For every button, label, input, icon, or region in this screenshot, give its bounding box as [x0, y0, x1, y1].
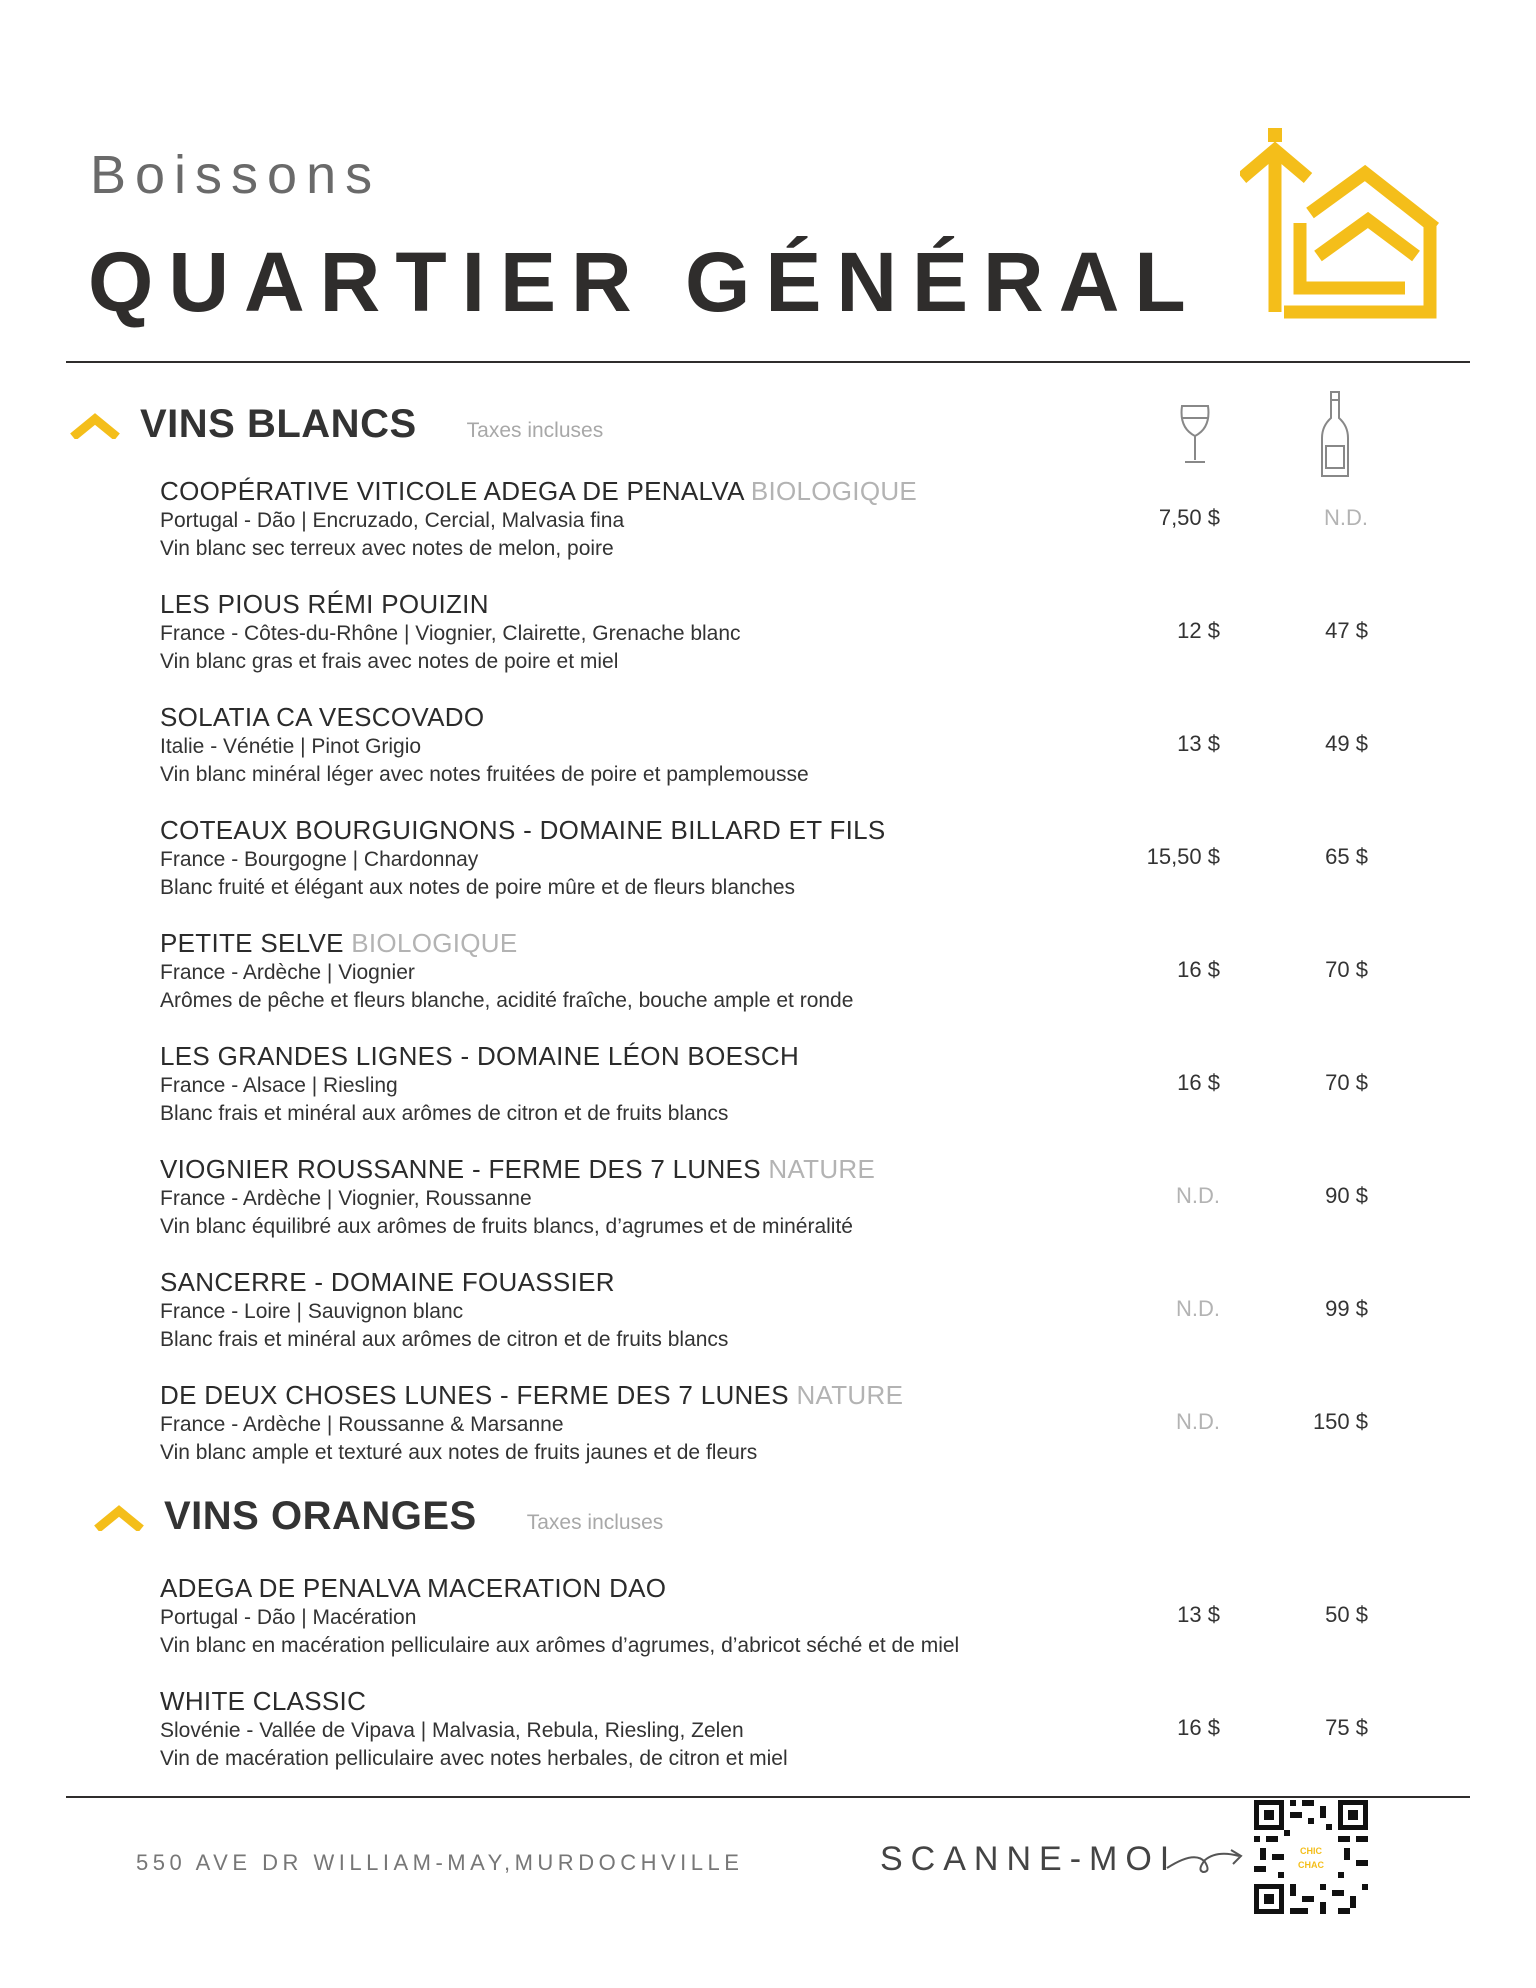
- wine-name-line: [160, 1379, 1220, 1411]
- bottle-price: 150 $: [1312, 1409, 1368, 1434]
- wine-name-line: [160, 1266, 1220, 1298]
- wine-description: Blanc frais et minéral aux arômes de citron et de fruits blancs: [160, 1102, 729, 1125]
- wine-origin: Portugal - Dão | Encruzado, Cercial, Malvasia fina: [160, 509, 625, 532]
- wine-name-line: [160, 1040, 1220, 1072]
- wine-name: PETITE SELVE: [160, 928, 344, 958]
- bottle-price: 49 $: [1325, 731, 1368, 756]
- bottle-price: 70 $: [1325, 957, 1368, 982]
- glass-price: 15,50 $: [1146, 844, 1220, 869]
- qr-code-icon[interactable]: [1254, 1800, 1368, 1914]
- bottle-price: 99 $: [1325, 1296, 1368, 1321]
- bottle-price: 65 $: [1325, 844, 1368, 869]
- wine-glass-icon: [1178, 404, 1212, 466]
- wine-description: Arômes de pêche et fleurs blanche, acidité fraîche, bouche ample et ronde: [160, 989, 854, 1012]
- list-item: [160, 927, 1220, 1015]
- wine-tag: BIOLOGIQUE: [750, 476, 918, 506]
- glass-price: N.D.: [1176, 1409, 1220, 1434]
- wine-name: LES PIOUS RÉMI POUIZIN: [160, 589, 489, 619]
- wine-origin: France - Ardèche | Viognier: [160, 961, 415, 984]
- bottle-price: N.D.: [1324, 505, 1368, 530]
- wine-name: WHITE CLASSIC: [160, 1686, 367, 1716]
- glass-price: 13 $: [1177, 731, 1220, 756]
- list-item: [160, 701, 1220, 789]
- wine-description: Blanc fruité et élégant aux notes de poire mûre et de fleurs blanches: [160, 876, 796, 899]
- list-item: [160, 1266, 1220, 1354]
- wine-origin: France - Côtes-du-Rhône | Viognier, Clairette, Grenache blanc: [160, 622, 741, 645]
- wine-description: Vin blanc sec terreux avec notes de melon, poire: [160, 537, 614, 560]
- wine-name-line: [160, 701, 1220, 733]
- arrow-icon: [1165, 1842, 1245, 1882]
- wine-origin: Portugal - Dão | Macération: [160, 1606, 417, 1629]
- wine-name: LES GRANDES LIGNES - DOMAINE LÉON BOESCH: [160, 1041, 800, 1071]
- list-item: [160, 1379, 1220, 1467]
- wine-description: Vin blanc ample et texturé aux notes de fruits jaunes et de fleurs: [160, 1441, 758, 1464]
- wine-bottle-icon: [1320, 390, 1350, 478]
- tax-note: Taxes incluses: [466, 419, 604, 442]
- wine-origin: Slovénie - Vallée de Vipava | Malvasia, Rebula, Riesling, Zelen: [160, 1719, 744, 1742]
- wine-origin: France - Alsace | Riesling: [160, 1074, 398, 1097]
- scan-label: SCANNE-MOI: [880, 1840, 1178, 1878]
- wine-origin: France - Bourgogne | Chardonnay: [160, 848, 479, 871]
- glass-price: 13 $: [1177, 1602, 1220, 1627]
- wine-name: COTEAUX BOURGUIGNONS - DOMAINE BILLARD ET FILS: [160, 815, 886, 845]
- wine-name: SANCERRE - DOMAINE FOUASSIER: [160, 1267, 615, 1297]
- glass-price: 7,50 $: [1158, 505, 1220, 530]
- list-item: [160, 1153, 1220, 1241]
- bottle-price: 75 $: [1325, 1715, 1368, 1740]
- wine-name-line: [160, 1685, 1220, 1717]
- wine-name-line: [160, 1572, 1220, 1604]
- section-title: VINS BLANCS: [140, 402, 417, 446]
- bottle-price: 90 $: [1325, 1183, 1368, 1208]
- wine-description: Vin de macération pelliculaire avec notes herbales, de citron et miel: [160, 1747, 788, 1770]
- svg-text:CHAC: CHAC: [1298, 1860, 1324, 1870]
- section-header-vins-oranges: [94, 1494, 663, 1539]
- footer-divider: [66, 1796, 1470, 1798]
- glass-price: 16 $: [1177, 957, 1220, 982]
- wine-name: ADEGA DE PENALVA MACERATION DAO: [160, 1573, 667, 1603]
- wine-name: VIOGNIER ROUSSANNE - FERME DES 7 LUNES: [160, 1154, 761, 1184]
- svg-text:CHIC: CHIC: [1300, 1846, 1322, 1856]
- wine-description: Vin blanc équilibré aux arômes de fruits blancs, d’agrumes et de minéralité: [160, 1215, 853, 1238]
- tax-note: Taxes incluses: [526, 1511, 664, 1534]
- house-cross-logo: [1240, 128, 1440, 323]
- section-title: VINS ORANGES: [164, 1494, 477, 1538]
- wine-description: Blanc frais et minéral aux arômes de citron et de fruits blancs: [160, 1328, 729, 1351]
- glass-price: 16 $: [1177, 1715, 1220, 1740]
- wine-name: SOLATIA CA VESCOVADO: [160, 702, 485, 732]
- wine-tag: NATURE: [768, 1154, 876, 1184]
- header-divider: [66, 361, 1470, 363]
- wine-name-line: [160, 588, 1220, 620]
- restaurant-title: QUARTIER GÉNÉRAL: [88, 235, 1201, 329]
- list-item: [160, 1040, 1220, 1128]
- wine-description: Vin blanc en macération pelliculaire aux arômes d’agrumes, d’abricot séché et de miel: [160, 1634, 960, 1657]
- wine-description: Vin blanc minéral léger avec notes fruitées de poire et pamplemousse: [160, 763, 809, 786]
- bottle-price: 47 $: [1325, 618, 1368, 643]
- wine-origin: France - Ardèche | Viognier, Roussanne: [160, 1187, 532, 1210]
- glass-price: 12 $: [1177, 618, 1220, 643]
- wine-description: Vin blanc gras et frais avec notes de poire et miel: [160, 650, 619, 673]
- wine-name: DE DEUX CHOSES LUNES - FERME DES 7 LUNES: [160, 1380, 789, 1410]
- chevron-up-icon: [70, 413, 120, 439]
- wine-origin: Italie - Vénétie | Pinot Grigio: [160, 735, 422, 758]
- wine-origin: France - Loire | Sauvignon blanc: [160, 1300, 464, 1323]
- list-item: [160, 475, 1220, 563]
- address: 550 AVE DR WILLIAM-MAY,MURDOCHVILLE: [136, 1850, 744, 1875]
- wine-tag: BIOLOGIQUE: [351, 928, 518, 958]
- wine-name-line: [160, 814, 1220, 846]
- bottle-price: 70 $: [1325, 1070, 1368, 1095]
- wine-name-line: [160, 927, 1220, 959]
- bottle-price: 50 $: [1325, 1602, 1368, 1627]
- wine-origin: France - Ardèche | Roussanne & Marsanne: [160, 1413, 564, 1436]
- chevron-up-icon: [94, 1505, 144, 1531]
- wine-name: COOPÉRATIVE VITICOLE ADEGA DE PENALVA: [160, 476, 744, 506]
- list-item: [160, 1685, 1220, 1773]
- wine-name-line: [160, 475, 1220, 507]
- glass-price: N.D.: [1176, 1296, 1220, 1321]
- section-header-vins-blancs: [70, 402, 603, 447]
- menu-subtitle: Boissons: [90, 145, 382, 205]
- wine-tag: NATURE: [796, 1380, 904, 1410]
- glass-price: N.D.: [1176, 1183, 1220, 1208]
- wine-name-line: [160, 1153, 1220, 1185]
- glass-price: 16 $: [1177, 1070, 1220, 1095]
- list-item: [160, 814, 1220, 902]
- list-item: [160, 1572, 1220, 1660]
- list-item: [160, 588, 1220, 676]
